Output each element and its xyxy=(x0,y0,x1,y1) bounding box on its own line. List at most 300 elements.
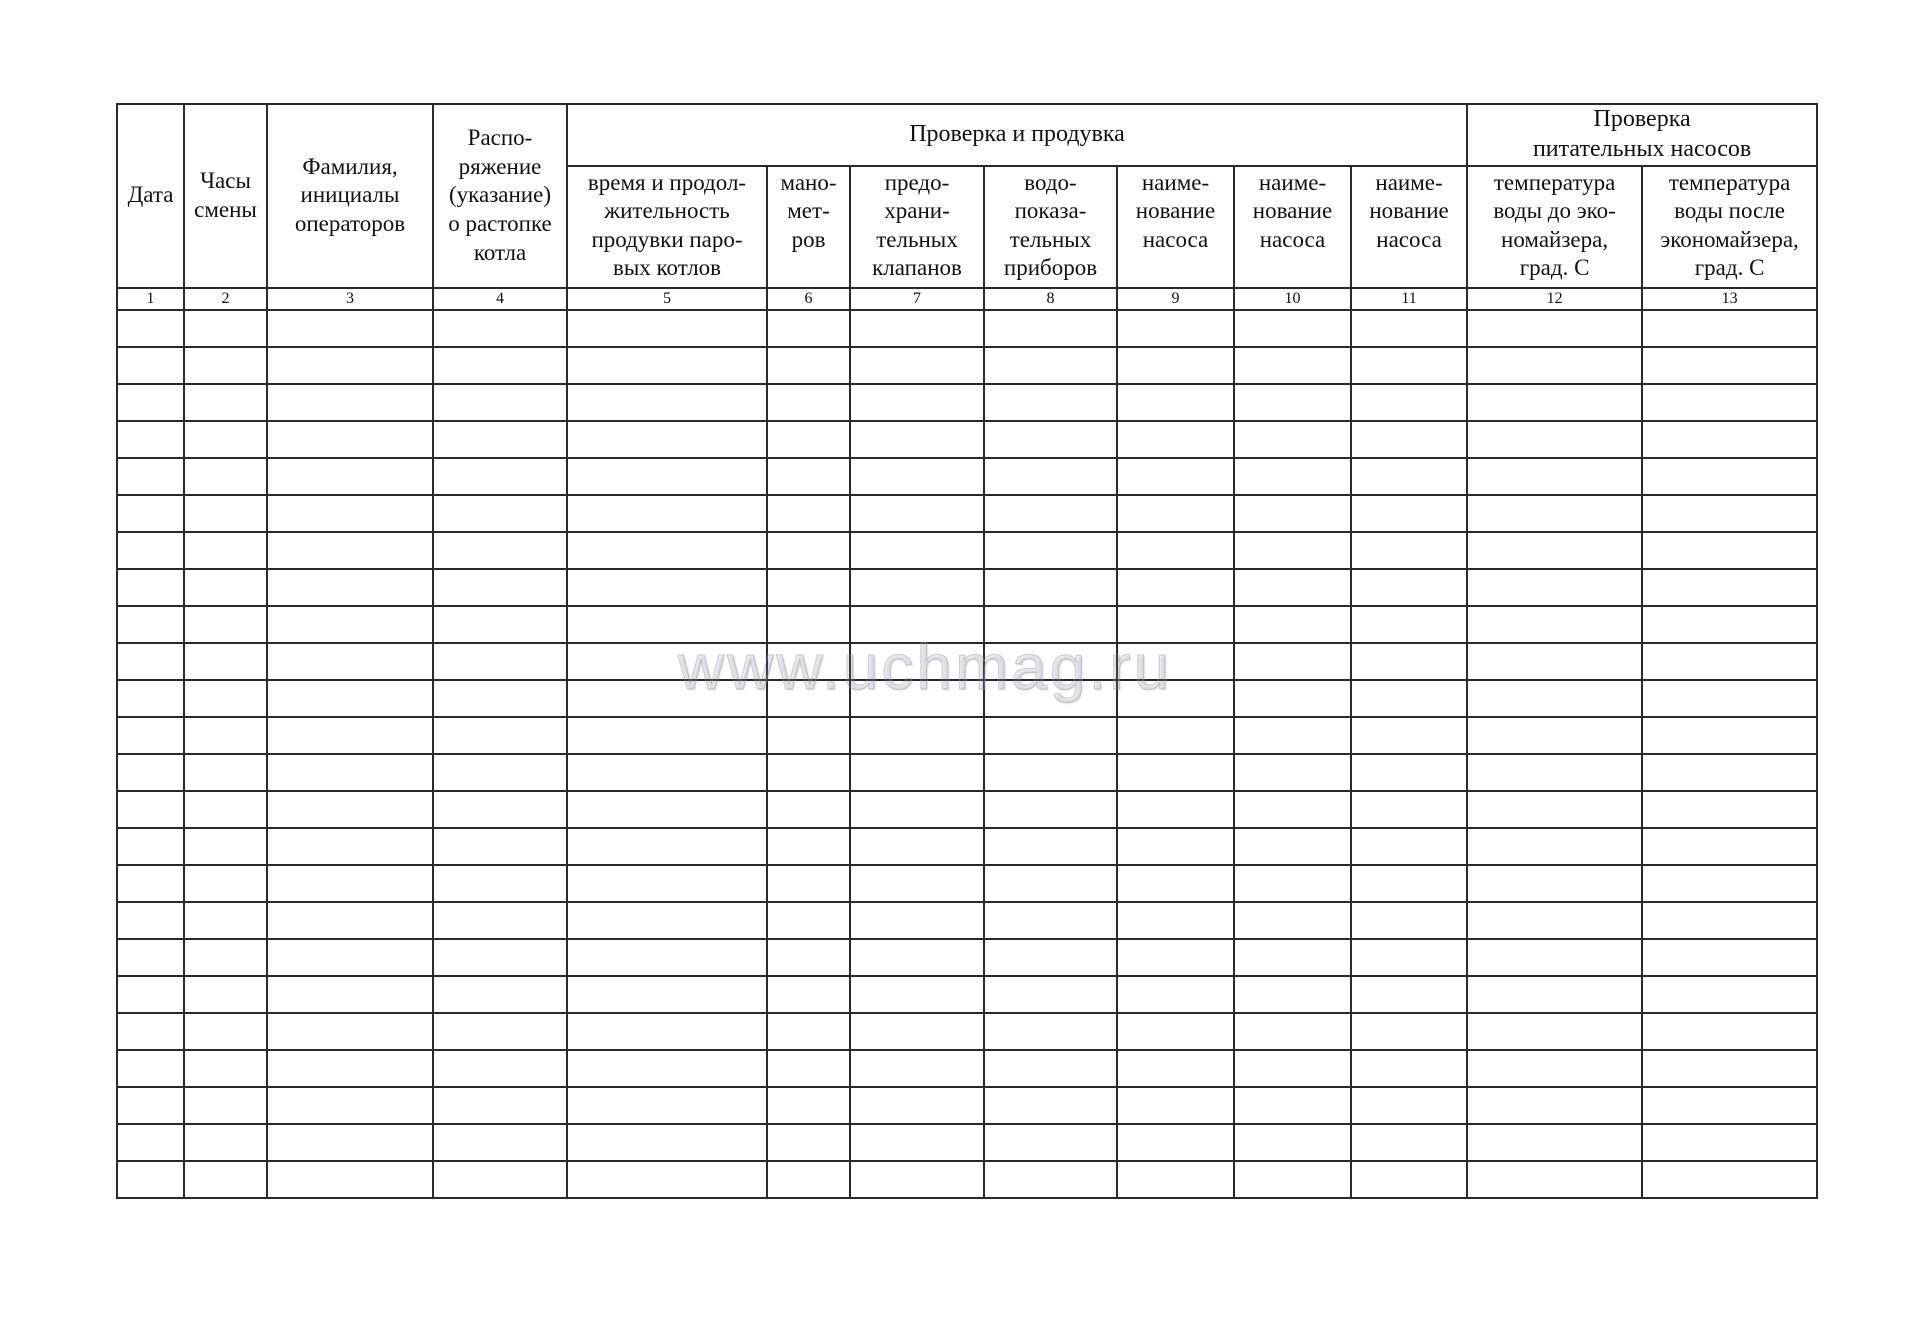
empty-cell[interactable] xyxy=(433,1013,567,1050)
empty-cell[interactable] xyxy=(117,569,184,606)
empty-cell[interactable] xyxy=(184,384,267,421)
empty-cell[interactable] xyxy=(1642,458,1817,495)
empty-cell[interactable] xyxy=(267,532,433,569)
empty-cell[interactable] xyxy=(984,421,1117,458)
empty-cell[interactable] xyxy=(1467,1161,1642,1198)
empty-cell[interactable] xyxy=(767,495,850,532)
empty-cell[interactable] xyxy=(1351,717,1467,754)
empty-cell[interactable] xyxy=(850,976,984,1013)
empty-cell[interactable] xyxy=(850,828,984,865)
empty-cell[interactable] xyxy=(1234,532,1351,569)
empty-cell[interactable] xyxy=(767,1050,850,1087)
empty-cell[interactable] xyxy=(567,1161,767,1198)
empty-cell[interactable] xyxy=(433,1124,567,1161)
empty-cell[interactable] xyxy=(1467,569,1642,606)
empty-cell[interactable] xyxy=(1642,828,1817,865)
empty-cell[interactable] xyxy=(1351,939,1467,976)
empty-cell[interactable] xyxy=(567,495,767,532)
empty-cell[interactable] xyxy=(1117,310,1234,347)
empty-cell[interactable] xyxy=(1234,1161,1351,1198)
empty-cell[interactable] xyxy=(1467,717,1642,754)
empty-cell[interactable] xyxy=(767,1124,850,1161)
empty-cell[interactable] xyxy=(117,939,184,976)
empty-cell[interactable] xyxy=(117,310,184,347)
empty-cell[interactable] xyxy=(567,532,767,569)
empty-cell[interactable] xyxy=(184,902,267,939)
empty-cell[interactable] xyxy=(1234,458,1351,495)
empty-cell[interactable] xyxy=(1117,717,1234,754)
empty-cell[interactable] xyxy=(1351,384,1467,421)
empty-cell[interactable] xyxy=(267,1161,433,1198)
empty-cell[interactable] xyxy=(1642,865,1817,902)
empty-cell[interactable] xyxy=(1117,1087,1234,1124)
empty-cell[interactable] xyxy=(1117,1050,1234,1087)
empty-cell[interactable] xyxy=(433,791,567,828)
empty-cell[interactable] xyxy=(117,458,184,495)
empty-cell[interactable] xyxy=(767,828,850,865)
empty-cell[interactable] xyxy=(184,976,267,1013)
empty-cell[interactable] xyxy=(117,1087,184,1124)
empty-cell[interactable] xyxy=(1117,569,1234,606)
empty-cell[interactable] xyxy=(117,717,184,754)
empty-cell[interactable] xyxy=(1351,421,1467,458)
empty-cell[interactable] xyxy=(117,532,184,569)
empty-cell[interactable] xyxy=(567,939,767,976)
empty-cell[interactable] xyxy=(767,347,850,384)
empty-cell[interactable] xyxy=(567,902,767,939)
empty-cell[interactable] xyxy=(433,902,567,939)
empty-cell[interactable] xyxy=(767,1013,850,1050)
empty-cell[interactable] xyxy=(1351,532,1467,569)
empty-cell[interactable] xyxy=(267,939,433,976)
empty-cell[interactable] xyxy=(1117,495,1234,532)
empty-cell[interactable] xyxy=(767,384,850,421)
empty-cell[interactable] xyxy=(1351,1050,1467,1087)
empty-cell[interactable] xyxy=(984,791,1117,828)
empty-cell[interactable] xyxy=(984,643,1117,680)
empty-cell[interactable] xyxy=(1117,532,1234,569)
empty-cell[interactable] xyxy=(117,902,184,939)
empty-cell[interactable] xyxy=(1642,976,1817,1013)
empty-cell[interactable] xyxy=(567,1124,767,1161)
empty-cell[interactable] xyxy=(850,569,984,606)
empty-cell[interactable] xyxy=(567,310,767,347)
empty-cell[interactable] xyxy=(1117,754,1234,791)
empty-cell[interactable] xyxy=(850,458,984,495)
empty-cell[interactable] xyxy=(433,754,567,791)
empty-cell[interactable] xyxy=(1117,828,1234,865)
empty-cell[interactable] xyxy=(117,1013,184,1050)
empty-cell[interactable] xyxy=(184,1124,267,1161)
empty-cell[interactable] xyxy=(1234,606,1351,643)
empty-cell[interactable] xyxy=(1467,421,1642,458)
empty-cell[interactable] xyxy=(850,754,984,791)
empty-cell[interactable] xyxy=(1234,791,1351,828)
empty-cell[interactable] xyxy=(1351,976,1467,1013)
empty-cell[interactable] xyxy=(433,1161,567,1198)
empty-cell[interactable] xyxy=(567,828,767,865)
empty-cell[interactable] xyxy=(1642,680,1817,717)
empty-cell[interactable] xyxy=(1234,310,1351,347)
empty-cell[interactable] xyxy=(433,310,567,347)
empty-cell[interactable] xyxy=(1642,606,1817,643)
empty-cell[interactable] xyxy=(850,1124,984,1161)
empty-cell[interactable] xyxy=(1467,865,1642,902)
empty-cell[interactable] xyxy=(117,828,184,865)
empty-cell[interactable] xyxy=(267,421,433,458)
empty-cell[interactable] xyxy=(1642,754,1817,791)
empty-cell[interactable] xyxy=(433,1087,567,1124)
empty-cell[interactable] xyxy=(184,1013,267,1050)
empty-cell[interactable] xyxy=(184,828,267,865)
empty-cell[interactable] xyxy=(984,939,1117,976)
empty-cell[interactable] xyxy=(267,384,433,421)
empty-cell[interactable] xyxy=(184,865,267,902)
empty-cell[interactable] xyxy=(984,1161,1117,1198)
empty-cell[interactable] xyxy=(1467,495,1642,532)
empty-cell[interactable] xyxy=(433,606,567,643)
empty-cell[interactable] xyxy=(1642,1087,1817,1124)
empty-cell[interactable] xyxy=(267,902,433,939)
empty-cell[interactable] xyxy=(433,421,567,458)
empty-cell[interactable] xyxy=(1467,347,1642,384)
empty-cell[interactable] xyxy=(567,347,767,384)
empty-cell[interactable] xyxy=(567,606,767,643)
empty-cell[interactable] xyxy=(1234,1087,1351,1124)
empty-cell[interactable] xyxy=(117,754,184,791)
empty-cell[interactable] xyxy=(850,902,984,939)
empty-cell[interactable] xyxy=(433,384,567,421)
empty-cell[interactable] xyxy=(984,458,1117,495)
empty-cell[interactable] xyxy=(767,310,850,347)
empty-cell[interactable] xyxy=(184,680,267,717)
empty-cell[interactable] xyxy=(267,347,433,384)
empty-cell[interactable] xyxy=(1467,939,1642,976)
empty-cell[interactable] xyxy=(1117,865,1234,902)
empty-cell[interactable] xyxy=(850,384,984,421)
empty-cell[interactable] xyxy=(267,828,433,865)
empty-cell[interactable] xyxy=(767,532,850,569)
empty-cell[interactable] xyxy=(984,310,1117,347)
empty-cell[interactable] xyxy=(1351,495,1467,532)
empty-cell[interactable] xyxy=(1642,902,1817,939)
empty-cell[interactable] xyxy=(1117,902,1234,939)
empty-cell[interactable] xyxy=(850,717,984,754)
empty-cell[interactable] xyxy=(1234,1050,1351,1087)
empty-cell[interactable] xyxy=(1351,754,1467,791)
empty-cell[interactable] xyxy=(433,976,567,1013)
empty-cell[interactable] xyxy=(117,421,184,458)
empty-cell[interactable] xyxy=(1642,791,1817,828)
empty-cell[interactable] xyxy=(1351,458,1467,495)
empty-cell[interactable] xyxy=(184,1087,267,1124)
empty-cell[interactable] xyxy=(1642,1050,1817,1087)
empty-cell[interactable] xyxy=(1234,421,1351,458)
empty-cell[interactable] xyxy=(1467,310,1642,347)
empty-cell[interactable] xyxy=(1117,1124,1234,1161)
empty-cell[interactable] xyxy=(117,495,184,532)
empty-cell[interactable] xyxy=(1351,643,1467,680)
empty-cell[interactable] xyxy=(850,347,984,384)
empty-cell[interactable] xyxy=(433,643,567,680)
empty-cell[interactable] xyxy=(1642,495,1817,532)
empty-cell[interactable] xyxy=(1642,532,1817,569)
empty-cell[interactable] xyxy=(1467,828,1642,865)
empty-cell[interactable] xyxy=(1467,1124,1642,1161)
empty-cell[interactable] xyxy=(1234,347,1351,384)
empty-cell[interactable] xyxy=(433,569,567,606)
empty-cell[interactable] xyxy=(267,791,433,828)
empty-cell[interactable] xyxy=(1117,384,1234,421)
empty-cell[interactable] xyxy=(850,421,984,458)
empty-cell[interactable] xyxy=(850,310,984,347)
empty-cell[interactable] xyxy=(984,754,1117,791)
empty-cell[interactable] xyxy=(1642,384,1817,421)
empty-cell[interactable] xyxy=(850,643,984,680)
empty-cell[interactable] xyxy=(1117,791,1234,828)
empty-cell[interactable] xyxy=(117,976,184,1013)
empty-cell[interactable] xyxy=(767,680,850,717)
empty-cell[interactable] xyxy=(433,1050,567,1087)
empty-cell[interactable] xyxy=(1467,643,1642,680)
empty-cell[interactable] xyxy=(433,865,567,902)
empty-cell[interactable] xyxy=(1234,680,1351,717)
empty-cell[interactable] xyxy=(767,1161,850,1198)
empty-cell[interactable] xyxy=(984,1050,1117,1087)
empty-cell[interactable] xyxy=(567,1013,767,1050)
empty-cell[interactable] xyxy=(1642,643,1817,680)
empty-cell[interactable] xyxy=(184,495,267,532)
empty-cell[interactable] xyxy=(567,791,767,828)
empty-cell[interactable] xyxy=(184,458,267,495)
empty-cell[interactable] xyxy=(1351,310,1467,347)
empty-cell[interactable] xyxy=(567,421,767,458)
empty-cell[interactable] xyxy=(1467,384,1642,421)
empty-cell[interactable] xyxy=(1467,458,1642,495)
empty-cell[interactable] xyxy=(1642,1124,1817,1161)
empty-cell[interactable] xyxy=(767,902,850,939)
empty-cell[interactable] xyxy=(433,495,567,532)
empty-cell[interactable] xyxy=(184,643,267,680)
empty-cell[interactable] xyxy=(767,421,850,458)
empty-cell[interactable] xyxy=(1117,1013,1234,1050)
empty-cell[interactable] xyxy=(1467,1050,1642,1087)
empty-cell[interactable] xyxy=(1234,717,1351,754)
empty-cell[interactable] xyxy=(267,310,433,347)
empty-cell[interactable] xyxy=(767,458,850,495)
empty-cell[interactable] xyxy=(984,532,1117,569)
empty-cell[interactable] xyxy=(567,865,767,902)
empty-cell[interactable] xyxy=(567,680,767,717)
empty-cell[interactable] xyxy=(1117,1161,1234,1198)
empty-cell[interactable] xyxy=(1467,754,1642,791)
empty-cell[interactable] xyxy=(1642,569,1817,606)
empty-cell[interactable] xyxy=(1117,347,1234,384)
empty-cell[interactable] xyxy=(1351,828,1467,865)
empty-cell[interactable] xyxy=(567,458,767,495)
empty-cell[interactable] xyxy=(184,939,267,976)
empty-cell[interactable] xyxy=(1642,1013,1817,1050)
empty-cell[interactable] xyxy=(1467,1013,1642,1050)
empty-cell[interactable] xyxy=(267,643,433,680)
empty-cell[interactable] xyxy=(984,384,1117,421)
empty-cell[interactable] xyxy=(184,347,267,384)
empty-cell[interactable] xyxy=(184,791,267,828)
empty-cell[interactable] xyxy=(984,680,1117,717)
empty-cell[interactable] xyxy=(433,532,567,569)
empty-cell[interactable] xyxy=(567,976,767,1013)
empty-cell[interactable] xyxy=(1234,1013,1351,1050)
empty-cell[interactable] xyxy=(984,1013,1117,1050)
empty-cell[interactable] xyxy=(984,717,1117,754)
empty-cell[interactable] xyxy=(567,1050,767,1087)
empty-cell[interactable] xyxy=(267,606,433,643)
empty-cell[interactable] xyxy=(1117,680,1234,717)
empty-cell[interactable] xyxy=(267,717,433,754)
empty-cell[interactable] xyxy=(850,1050,984,1087)
empty-cell[interactable] xyxy=(1234,495,1351,532)
empty-cell[interactable] xyxy=(984,606,1117,643)
empty-cell[interactable] xyxy=(984,902,1117,939)
empty-cell[interactable] xyxy=(117,347,184,384)
empty-cell[interactable] xyxy=(433,717,567,754)
empty-cell[interactable] xyxy=(267,1087,433,1124)
empty-cell[interactable] xyxy=(1351,569,1467,606)
empty-cell[interactable] xyxy=(1234,902,1351,939)
empty-cell[interactable] xyxy=(767,717,850,754)
empty-cell[interactable] xyxy=(1234,939,1351,976)
empty-cell[interactable] xyxy=(1467,532,1642,569)
empty-cell[interactable] xyxy=(850,939,984,976)
empty-cell[interactable] xyxy=(767,569,850,606)
empty-cell[interactable] xyxy=(850,791,984,828)
empty-cell[interactable] xyxy=(1117,976,1234,1013)
empty-cell[interactable] xyxy=(1351,606,1467,643)
empty-cell[interactable] xyxy=(267,1124,433,1161)
empty-cell[interactable] xyxy=(984,1124,1117,1161)
empty-cell[interactable] xyxy=(184,532,267,569)
empty-cell[interactable] xyxy=(1467,680,1642,717)
empty-cell[interactable] xyxy=(767,865,850,902)
empty-cell[interactable] xyxy=(433,828,567,865)
empty-cell[interactable] xyxy=(850,495,984,532)
empty-cell[interactable] xyxy=(1351,1013,1467,1050)
empty-cell[interactable] xyxy=(433,347,567,384)
empty-cell[interactable] xyxy=(1467,606,1642,643)
empty-cell[interactable] xyxy=(1467,976,1642,1013)
empty-cell[interactable] xyxy=(1351,791,1467,828)
empty-cell[interactable] xyxy=(117,865,184,902)
empty-cell[interactable] xyxy=(1351,902,1467,939)
empty-cell[interactable] xyxy=(1642,939,1817,976)
empty-cell[interactable] xyxy=(267,680,433,717)
empty-cell[interactable] xyxy=(1234,754,1351,791)
empty-cell[interactable] xyxy=(850,1087,984,1124)
empty-cell[interactable] xyxy=(1234,569,1351,606)
empty-cell[interactable] xyxy=(1467,791,1642,828)
empty-cell[interactable] xyxy=(117,1124,184,1161)
empty-cell[interactable] xyxy=(984,495,1117,532)
empty-cell[interactable] xyxy=(267,569,433,606)
empty-cell[interactable] xyxy=(767,939,850,976)
empty-cell[interactable] xyxy=(1234,643,1351,680)
empty-cell[interactable] xyxy=(1234,384,1351,421)
empty-cell[interactable] xyxy=(1642,421,1817,458)
empty-cell[interactable] xyxy=(184,421,267,458)
empty-cell[interactable] xyxy=(433,939,567,976)
empty-cell[interactable] xyxy=(1234,976,1351,1013)
empty-cell[interactable] xyxy=(1351,347,1467,384)
empty-cell[interactable] xyxy=(267,1013,433,1050)
empty-cell[interactable] xyxy=(1351,865,1467,902)
empty-cell[interactable] xyxy=(850,532,984,569)
empty-cell[interactable] xyxy=(984,828,1117,865)
empty-cell[interactable] xyxy=(567,717,767,754)
empty-cell[interactable] xyxy=(117,680,184,717)
empty-cell[interactable] xyxy=(184,1161,267,1198)
empty-cell[interactable] xyxy=(1467,1087,1642,1124)
empty-cell[interactable] xyxy=(184,569,267,606)
empty-cell[interactable] xyxy=(850,1161,984,1198)
empty-cell[interactable] xyxy=(767,1087,850,1124)
empty-cell[interactable] xyxy=(1467,902,1642,939)
empty-cell[interactable] xyxy=(1234,1124,1351,1161)
empty-cell[interactable] xyxy=(767,791,850,828)
empty-cell[interactable] xyxy=(1642,717,1817,754)
empty-cell[interactable] xyxy=(117,1050,184,1087)
empty-cell[interactable] xyxy=(1117,421,1234,458)
empty-cell[interactable] xyxy=(184,1050,267,1087)
empty-cell[interactable] xyxy=(267,976,433,1013)
empty-cell[interactable] xyxy=(850,865,984,902)
empty-cell[interactable] xyxy=(567,384,767,421)
empty-cell[interactable] xyxy=(984,865,1117,902)
empty-cell[interactable] xyxy=(267,865,433,902)
empty-cell[interactable] xyxy=(984,976,1117,1013)
empty-cell[interactable] xyxy=(767,754,850,791)
empty-cell[interactable] xyxy=(1117,643,1234,680)
empty-cell[interactable] xyxy=(850,680,984,717)
empty-cell[interactable] xyxy=(433,458,567,495)
empty-cell[interactable] xyxy=(984,569,1117,606)
empty-cell[interactable] xyxy=(184,754,267,791)
empty-cell[interactable] xyxy=(433,680,567,717)
empty-cell[interactable] xyxy=(1117,939,1234,976)
empty-cell[interactable] xyxy=(1117,606,1234,643)
empty-cell[interactable] xyxy=(267,458,433,495)
empty-cell[interactable] xyxy=(1117,458,1234,495)
empty-cell[interactable] xyxy=(1351,1124,1467,1161)
empty-cell[interactable] xyxy=(117,643,184,680)
empty-cell[interactable] xyxy=(1642,310,1817,347)
empty-cell[interactable] xyxy=(1234,828,1351,865)
empty-cell[interactable] xyxy=(850,606,984,643)
empty-cell[interactable] xyxy=(267,754,433,791)
empty-cell[interactable] xyxy=(850,1013,984,1050)
empty-cell[interactable] xyxy=(984,1087,1117,1124)
empty-cell[interactable] xyxy=(567,1087,767,1124)
empty-cell[interactable] xyxy=(567,569,767,606)
empty-cell[interactable] xyxy=(117,1161,184,1198)
empty-cell[interactable] xyxy=(1642,1161,1817,1198)
empty-cell[interactable] xyxy=(184,606,267,643)
empty-cell[interactable] xyxy=(1351,1161,1467,1198)
empty-cell[interactable] xyxy=(1351,1087,1467,1124)
empty-cell[interactable] xyxy=(1234,865,1351,902)
empty-cell[interactable] xyxy=(267,495,433,532)
empty-cell[interactable] xyxy=(984,347,1117,384)
empty-cell[interactable] xyxy=(567,643,767,680)
